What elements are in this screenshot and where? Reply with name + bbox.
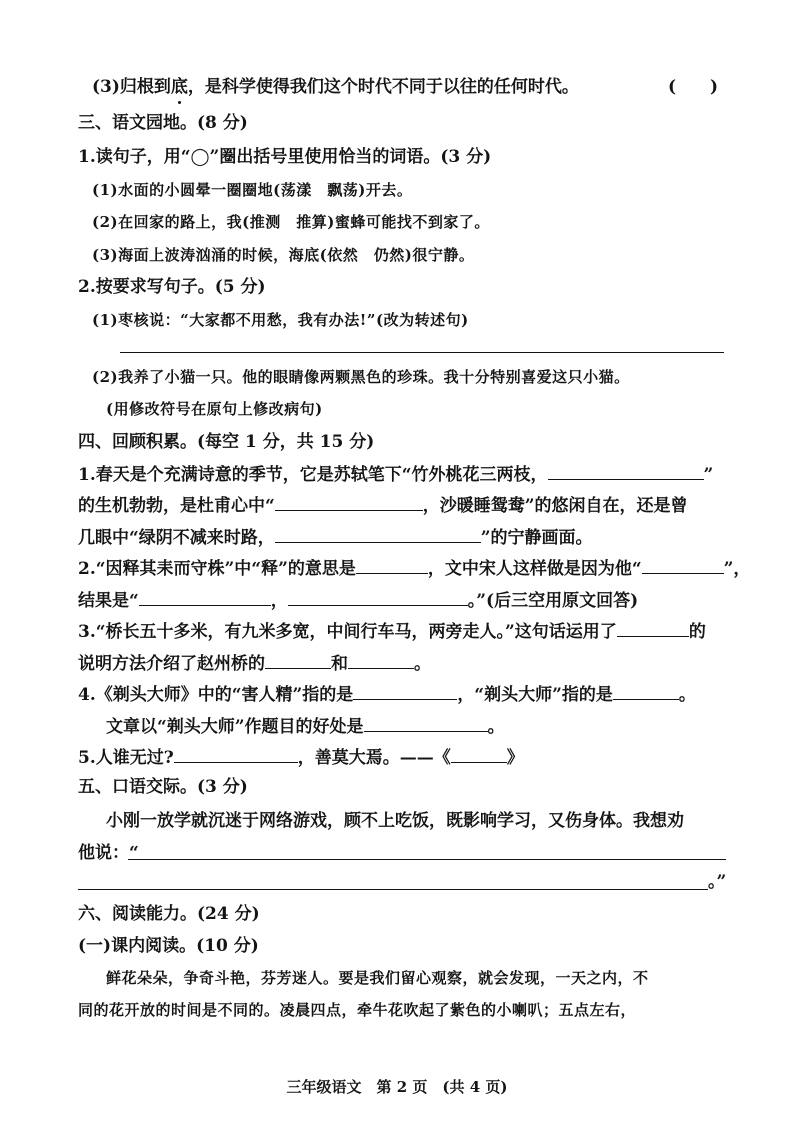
- blank[interactable]: [288, 589, 468, 606]
- q4-3-text-b-mid: 和: [331, 654, 348, 674]
- q1-item3: (3)海面上波涛汹涌的时候，海底(依然 仍然)很宁静。: [92, 246, 475, 264]
- q4-2-text-b-end: 。”(后三空用原文回答): [467, 591, 639, 611]
- q3-item3-prefix: (3)归根到: [92, 77, 171, 97]
- q4-4-line2: [106, 715, 505, 738]
- blank[interactable]: [139, 589, 271, 606]
- q4-2-text-a-mid: ，文中宋人这样做是因为他“: [427, 559, 642, 579]
- q4-4-text-a-mid: ，“剃头大师”指的是: [457, 685, 613, 705]
- q4-2-line2: [78, 589, 638, 612]
- blank[interactable]: [548, 463, 704, 480]
- q4-4-text-a: 4.《剃头大师》中的“害人精”指的是: [78, 685, 354, 705]
- answer-line-sec5-2[interactable]: [78, 889, 708, 890]
- q2-item2-note: (用修改符号在原句上修改病句): [106, 400, 323, 418]
- blank[interactable]: [356, 557, 428, 574]
- q4-1-text-a: 1.春天是个充满诗意的季节，它是苏轼笔下“竹外桃花三两枝，: [78, 465, 548, 485]
- blank[interactable]: [174, 746, 298, 763]
- section-5-title: 五、口语交际。(3 分): [78, 777, 248, 797]
- reading-line-2: 同的花开放的时间是不同的。凌晨四点，牵牛花吹起了紫色的小喇叭；五点左右，: [78, 1001, 637, 1019]
- q4-1-text-c: 几眼中“绿阴不减来时路，: [78, 528, 275, 548]
- q2-prompt: 2.按要求写句子。(5 分): [78, 277, 266, 297]
- answer-line-sec5-1[interactable]: [128, 859, 726, 860]
- q4-4-text-b: 文章以“剃头大师”作题目的好处是: [106, 717, 364, 737]
- blank[interactable]: [275, 526, 481, 543]
- q4-4-text-a-end: 。: [678, 685, 696, 705]
- q3-item3-rest: ，是科学使得我们这个时代不同于以往的任何时代。: [187, 77, 579, 97]
- section-6-subtitle: (一)课内阅读。(10 分): [78, 936, 259, 956]
- emphasis-dot-char: 底: [170, 77, 188, 97]
- q4-3-line2: [78, 652, 431, 675]
- q4-1-text-c-end: ”的宁静画面。: [480, 528, 593, 548]
- blank[interactable]: [275, 494, 423, 511]
- q4-1-text-a-end: ”: [703, 465, 714, 485]
- blank[interactable]: [364, 715, 488, 732]
- blank[interactable]: [348, 652, 414, 669]
- answer-line-q2-1[interactable]: [120, 352, 724, 353]
- blank[interactable]: [451, 746, 507, 763]
- blank[interactable]: [642, 557, 724, 574]
- blank[interactable]: [613, 683, 679, 700]
- page-footer: 三年级语文 第 2 页 (共 4 页): [286, 1078, 508, 1096]
- q3-item3: [92, 76, 579, 98]
- q4-3-text-a: 3.“桥长五十多米，有九米多宽，中间行车马，两旁走人。”这句话运用了: [78, 622, 617, 642]
- q4-1-line3: [78, 526, 593, 549]
- q4-2-text-b-mid: ，: [270, 591, 288, 611]
- q4-3-text-b: 说明方法介绍了赵州桥的: [78, 654, 265, 674]
- q4-1-text-b: 的生机勃勃，是杜甫心中“: [78, 496, 275, 516]
- q4-5-line: [78, 746, 524, 769]
- section-6-title: 六、阅读能力。(24 分): [78, 904, 260, 924]
- q4-2-text-b: 结果是“: [78, 591, 139, 611]
- q4-4-text-b-end: 。: [487, 717, 505, 737]
- section-5-end: 。”: [708, 872, 727, 892]
- q1-prompt: 1.读句子，用“◯”圈出括号里使用恰当的词语。(3 分): [78, 147, 492, 167]
- section-5-text: 小刚一放学就沉迷于网络游戏，顾不上吃饭，既影响学习，又伤身体。我想劝: [106, 811, 684, 831]
- answer-paren[interactable]: ( ): [668, 77, 719, 97]
- q1-item1: (1)水面的小圆晕一圈圈地(荡漾 飘荡)开去。: [92, 181, 413, 199]
- blank[interactable]: [353, 683, 457, 700]
- q4-1-text-b-mid: ，沙暖睡鸳鸯”的悠闲自在，还是曾: [422, 496, 688, 516]
- q4-3-line1: [78, 620, 706, 643]
- q2-item1: (1)枣核说：“大家都不用愁，我有办法!”(改为转述句): [92, 311, 469, 329]
- blank[interactable]: [265, 652, 331, 669]
- q2-item2: (2)我养了小猫一只。他的眼睛像两颗黑色的珍珠。我十分特别喜爱这只小猫。: [92, 368, 630, 386]
- q4-1-line1: [78, 463, 713, 486]
- q1-item2: (2)在回家的路上，我(推测 推算)蜜蜂可能找不到家了。: [92, 213, 490, 231]
- q4-2-text-a: 2.“因释其耒而守株”中“释”的意思是: [78, 559, 356, 579]
- q4-3-text-b-end: 。: [414, 654, 431, 674]
- q4-4-line1: [78, 683, 696, 706]
- reading-line-1: 鲜花朵朵，争奇斗艳，芬芳迷人。要是我们留心观察，就会发现，一天之内，不: [106, 969, 649, 987]
- q4-5-text-a-end: 》: [506, 748, 524, 768]
- section-5-text2: 他说：“: [78, 843, 139, 863]
- blank[interactable]: [617, 620, 689, 637]
- section-3-title: 三、语文园地。(8 分): [78, 113, 248, 133]
- section-4-title: 四、回顾积累。(每空 1 分，共 15 分): [78, 432, 375, 452]
- q4-2-text-a-end: ”，: [723, 559, 751, 579]
- q4-2-line1: [78, 557, 750, 580]
- q4-5-text-a: 5.人谁无过?: [78, 748, 174, 768]
- q4-3-text-a-end: 的: [688, 622, 706, 642]
- q4-5-text-a-mid: ，善莫大焉。——《: [297, 748, 451, 768]
- q4-1-line2: [78, 494, 688, 517]
